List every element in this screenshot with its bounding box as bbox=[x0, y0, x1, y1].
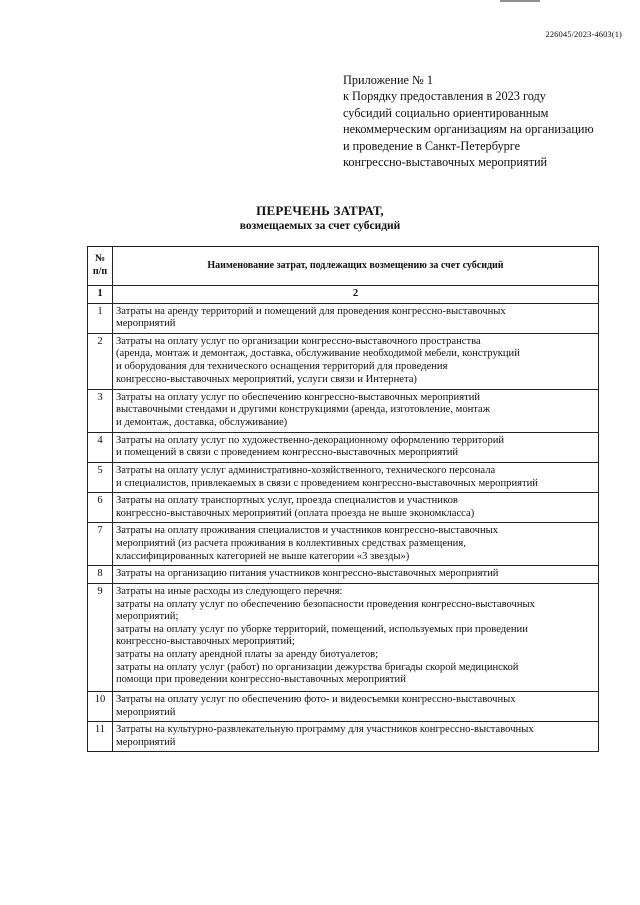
appendix-line: Приложение № 1 bbox=[343, 73, 434, 87]
row-line: Затраты на аренду территорий и помещений для проведения конгрессно-выставочных bbox=[116, 305, 506, 317]
row-line: Затраты на оплату транспортных услуг, проезда специалистов и участников bbox=[116, 495, 458, 507]
appendix-line: субсидий социально ориентированным bbox=[343, 105, 549, 120]
row-name bbox=[113, 583, 599, 691]
row-line: классифицированных категорией не выше категории «3 звезды») bbox=[116, 550, 410, 562]
row-line: Затраты на оплату услуг по художественно-декорационному оформлению территорий bbox=[116, 434, 505, 446]
row-line: Затраты на оплату услуг по обеспечению конгрессно-выставочных мероприятий bbox=[116, 391, 481, 403]
row-number: 4 bbox=[88, 432, 113, 462]
appendix-line: некоммерческим организациям на организацию bbox=[343, 122, 594, 137]
table-header-row bbox=[88, 247, 599, 286]
document-number: 226045/2023-4603(1) bbox=[545, 29, 622, 39]
row-name bbox=[113, 523, 599, 566]
row-line: Затраты на культурно-развлекательную программу для участников конгрессно-выставочных bbox=[116, 724, 534, 736]
row-line: Затраты на оплату услуг по организации конгрессно-выставочного пространства bbox=[116, 335, 481, 347]
row-name bbox=[113, 691, 599, 721]
row-line: и демонтаж, доставка, обслуживание) bbox=[116, 416, 288, 428]
document-subtitle: возмещаемых за счет субсидий bbox=[239, 220, 401, 232]
row-number: 3 bbox=[88, 389, 113, 432]
row-line: затраты на оплату услуг (работ) по организации дежурства бригады скорой медицинской bbox=[116, 661, 519, 673]
index-cell: 2 bbox=[113, 286, 599, 304]
row-number: 1 bbox=[88, 303, 113, 333]
row-line: и специалистов, привлекаемых в связи с проведением конгрессно-выставочных мероприятий bbox=[116, 477, 538, 489]
costs-table bbox=[87, 246, 599, 752]
document-title: ПЕРЕЧЕНЬ ЗАТРАТ, bbox=[256, 203, 384, 218]
row-name bbox=[113, 722, 599, 752]
row-line: Затраты на оплату услуг административно-хозяйственного, технического персонала bbox=[116, 464, 496, 476]
header-number: № п/п bbox=[88, 247, 113, 286]
row-line: Затраты на иные расходы из следующего перечня: bbox=[116, 585, 343, 597]
row-line: конгрессно-выставочных мероприятий, услуги связи и Интернета) bbox=[116, 373, 417, 385]
row-name bbox=[113, 333, 599, 389]
row-number: 7 bbox=[88, 523, 113, 566]
appendix-line: к Порядку предоставления в 2023 году bbox=[343, 89, 546, 104]
row-line: мероприятий bbox=[116, 706, 176, 718]
table-row bbox=[88, 523, 599, 566]
row-name bbox=[113, 432, 599, 462]
scan-top-mark bbox=[500, 0, 540, 6]
row-line: Затраты на оплату услуг по обеспечению фото- и видеосъемки конгрессно-выставочных bbox=[116, 693, 516, 705]
appendix-line: и проведение в Санкт-Петербурге bbox=[343, 138, 521, 153]
row-name bbox=[113, 493, 599, 523]
table-row bbox=[88, 303, 599, 333]
table-row bbox=[88, 722, 599, 752]
header-name: Наименование затрат, подлежащих возмещению за счет субсидий bbox=[113, 247, 599, 286]
table-row bbox=[88, 493, 599, 523]
row-line: затраты на оплату арендной платы за аренду биотуалетов; bbox=[116, 648, 379, 660]
row-line: мероприятий; bbox=[116, 611, 179, 623]
appendix-line: конгрессно-выставочных мероприятий bbox=[343, 155, 548, 170]
row-name bbox=[113, 462, 599, 492]
row-line: Затраты на организацию питания участников конгрессно-выставочных мероприятий bbox=[116, 568, 499, 580]
row-line: мероприятий bbox=[116, 318, 176, 330]
row-line: мероприятий bbox=[116, 736, 176, 748]
row-number: 2 bbox=[88, 333, 113, 389]
table-row bbox=[88, 333, 599, 389]
row-line: конгрессно-выставочных мероприятий; bbox=[116, 636, 295, 648]
table-index-row bbox=[88, 286, 599, 304]
row-number: 6 bbox=[88, 493, 113, 523]
row-line: мероприятий (из расчета проживания в коллективных средствах размещения, bbox=[116, 537, 466, 549]
row-line: затраты на оплату услуг по уборке территорий, помещений, используемых при проведении bbox=[116, 623, 528, 635]
table-row bbox=[88, 389, 599, 432]
row-line: и оборудования для технического оснащения территорий для проведения bbox=[116, 360, 448, 372]
row-line: конгрессно-выставочных мероприятий (оплата проезда не выше экономкласса) bbox=[116, 507, 475, 519]
row-number: 11 bbox=[88, 722, 113, 752]
row-number: 10 bbox=[88, 691, 113, 721]
table-row bbox=[88, 432, 599, 462]
table-row bbox=[88, 462, 599, 492]
row-line: Затраты на оплату проживания специалистов и участников конгрессно-выставочных bbox=[116, 525, 499, 537]
row-number: 8 bbox=[88, 566, 113, 584]
row-line: выставочными стендами и другими конструкциями (аренда, изготовление, монтаж bbox=[116, 404, 491, 416]
row-line: и помещений в связи с проведением конгрессно-выставочных мероприятий bbox=[116, 447, 459, 459]
row-line: затраты на оплату услуг по обеспечению безопасности проведения конгрессно-выставочных bbox=[116, 598, 535, 610]
table-row bbox=[88, 583, 599, 691]
row-line: помощи при проведении конгрессно-выставочных мероприятий bbox=[116, 674, 406, 686]
row-line: (аренда, монтаж и демонтаж, доставка, обслуживание необходимой мебели, конструкций bbox=[116, 348, 520, 360]
row-name bbox=[113, 303, 599, 333]
table-row bbox=[88, 566, 599, 584]
row-number: 5 bbox=[88, 462, 113, 492]
row-name bbox=[113, 389, 599, 432]
appendix-header bbox=[343, 72, 633, 170]
index-cell: 1 bbox=[88, 286, 113, 304]
row-number: 9 bbox=[88, 583, 113, 691]
table-row bbox=[88, 691, 599, 721]
row-name bbox=[113, 566, 599, 584]
